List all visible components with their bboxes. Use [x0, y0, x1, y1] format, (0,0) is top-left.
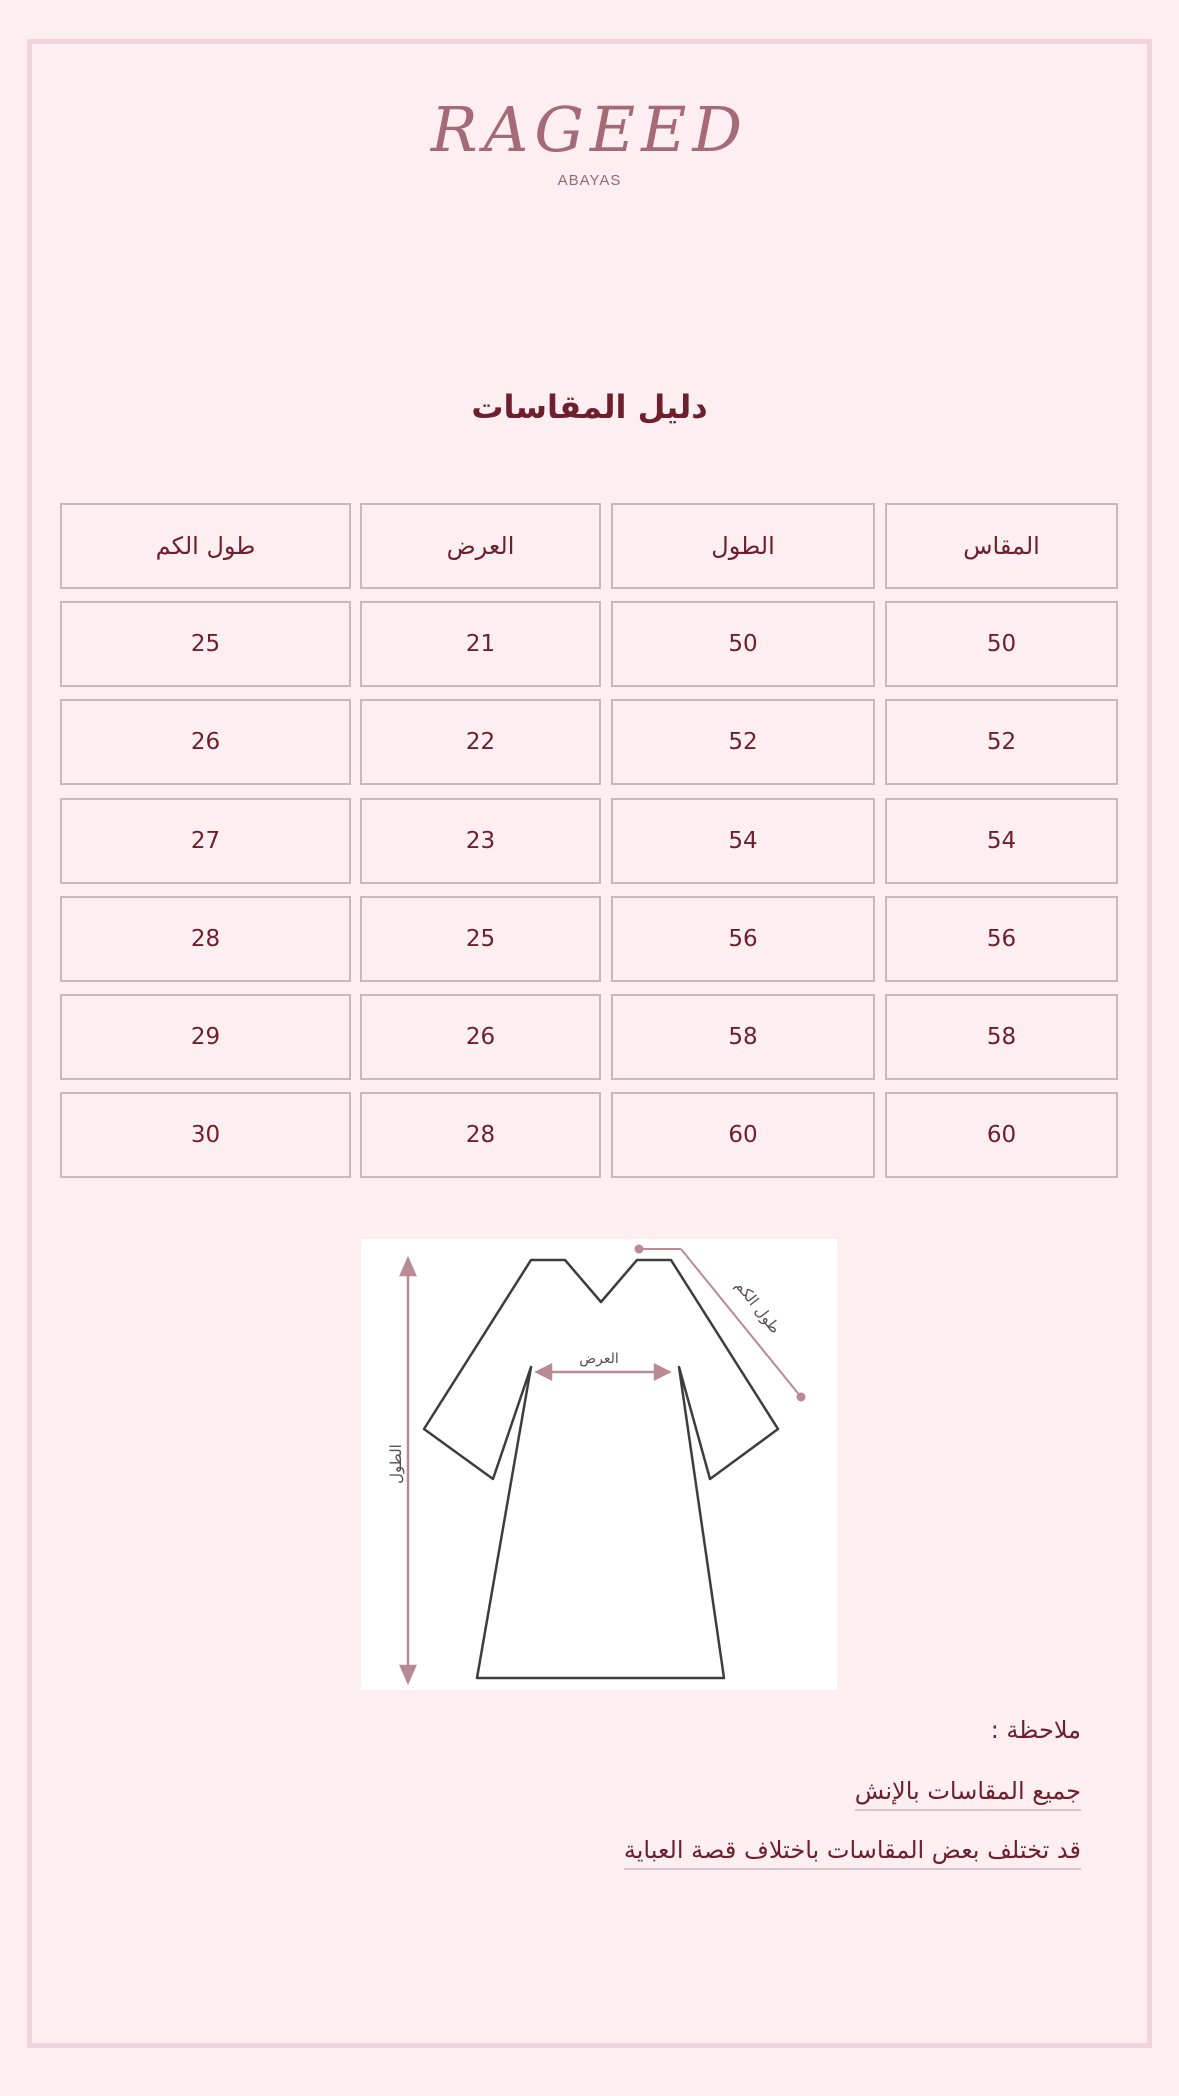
cell-width: 25	[360, 896, 601, 982]
cell-length: 52	[611, 699, 875, 785]
cell-width: 23	[360, 798, 601, 884]
note-inches: جميع المقاسات بالإنش	[855, 1777, 1081, 1811]
header-width: العرض	[360, 503, 601, 589]
abaya-outline	[424, 1260, 778, 1678]
width-arrow	[537, 1365, 669, 1379]
cell-sleeve-length: 25	[60, 601, 351, 687]
header-length: الطول	[611, 503, 875, 589]
abaya-diagram	[361, 1239, 837, 1690]
length-label: الطول	[387, 1444, 405, 1484]
sleeve-label: طول الكم	[731, 1276, 785, 1338]
cell-size: 50	[885, 601, 1118, 687]
header-sleeve-length: طول الكم	[60, 503, 351, 589]
cell-width: 26	[360, 994, 601, 1080]
cell-width: 28	[360, 1092, 601, 1178]
cell-size: 54	[885, 798, 1118, 884]
cell-sleeve-length: 30	[60, 1092, 351, 1178]
cell-length: 50	[611, 601, 875, 687]
cell-sleeve-length: 27	[60, 798, 351, 884]
cell-length: 58	[611, 994, 875, 1080]
note-heading: ملاحظة :	[990, 1716, 1081, 1744]
cell-sleeve-length: 29	[60, 994, 351, 1080]
width-label: العرض	[579, 1351, 619, 1367]
cell-length: 54	[611, 798, 875, 884]
cell-width: 22	[360, 699, 601, 785]
note-cut-variation: قد تختلف بعض المقاسات باختلاف قصة العباية	[624, 1836, 1081, 1870]
cell-width: 21	[360, 601, 601, 687]
header-size: المقاس	[885, 503, 1118, 589]
cell-sleeve-length: 26	[60, 699, 351, 785]
brand-name: RAGEED	[430, 93, 749, 166]
cell-size: 56	[885, 896, 1118, 982]
cell-size: 52	[885, 699, 1118, 785]
cell-sleeve-length: 28	[60, 896, 351, 982]
brand-logo	[0, 93, 1179, 189]
cell-length: 56	[611, 896, 875, 982]
page-title: دليل المقاسات	[471, 388, 708, 426]
brand-tagline: ABAYAS	[557, 172, 622, 189]
abaya-diagram-svg	[361, 1239, 837, 1690]
cell-size: 58	[885, 994, 1118, 1080]
cell-length: 60	[611, 1092, 875, 1178]
cell-size: 60	[885, 1092, 1118, 1178]
